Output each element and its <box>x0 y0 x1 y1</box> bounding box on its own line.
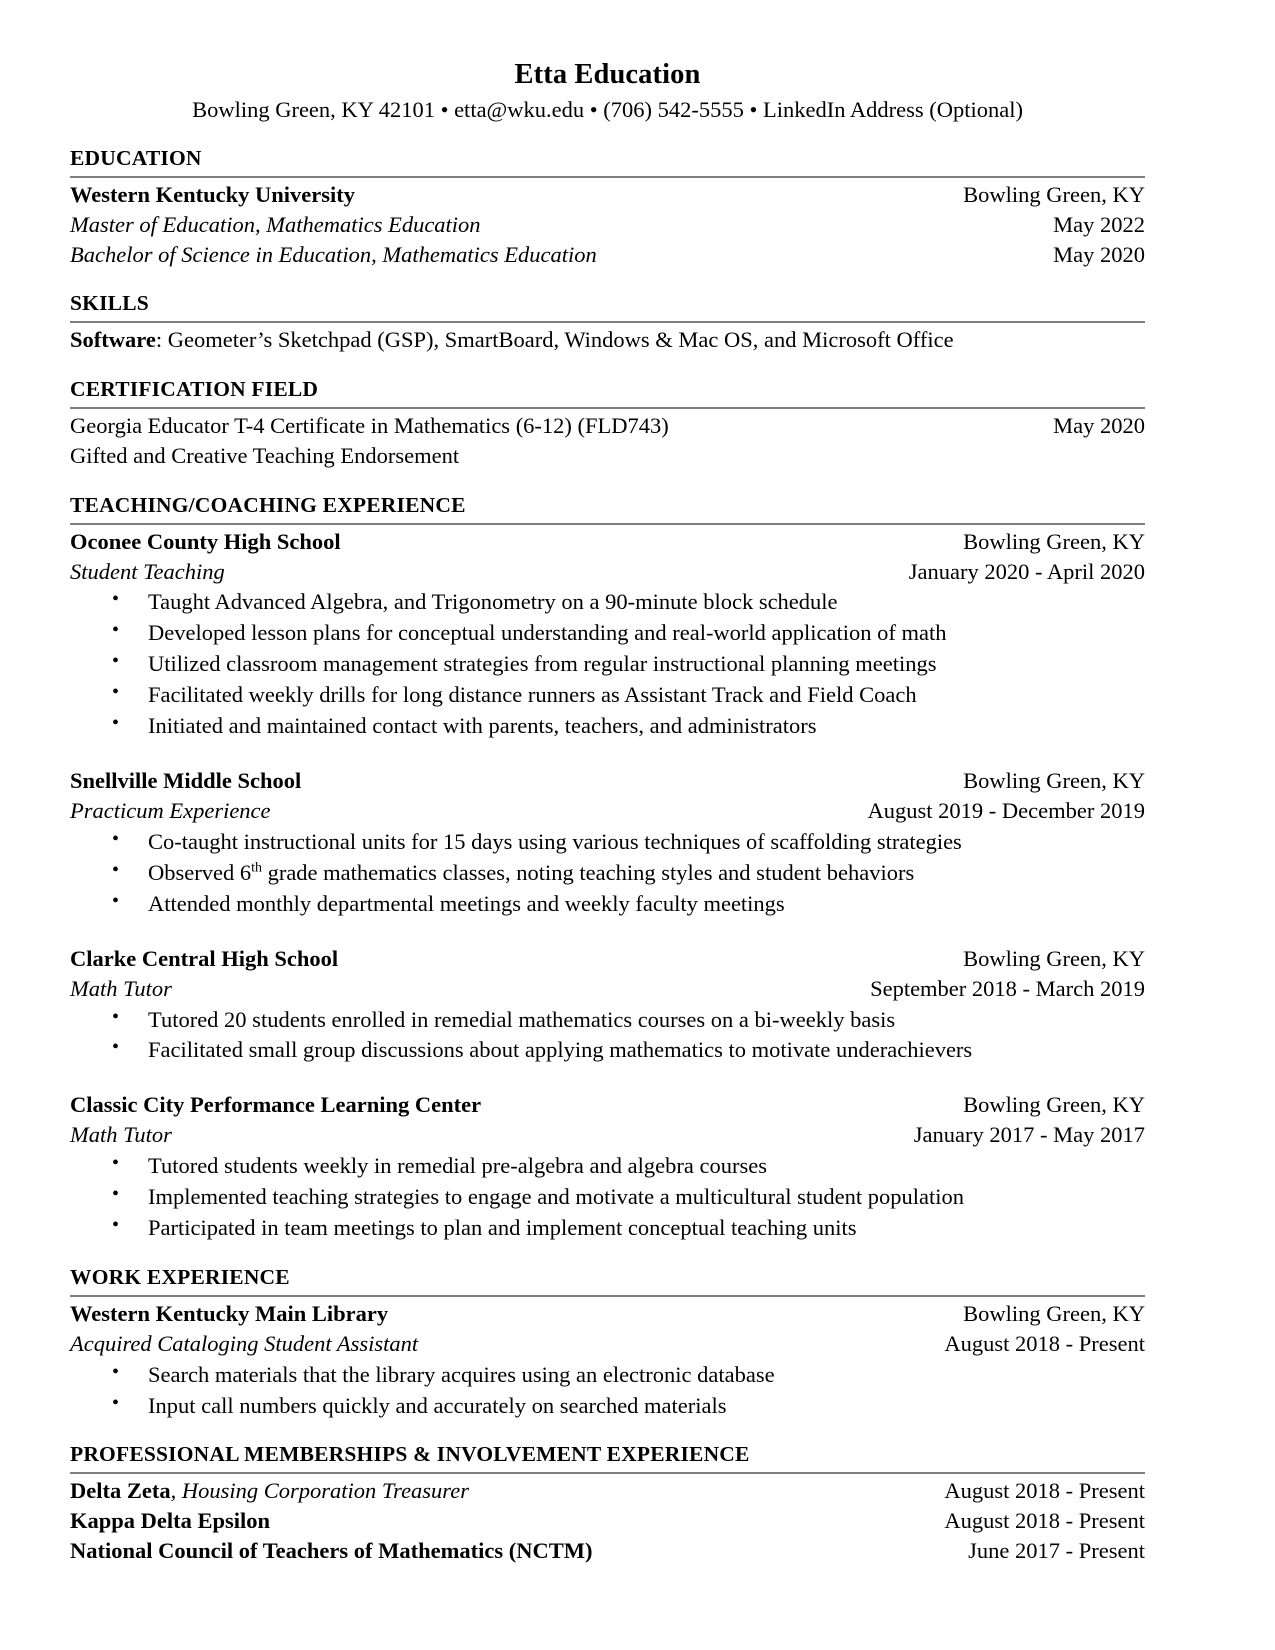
section-heading-certification: CERTIFICATION FIELD <box>70 377 319 402</box>
experience-dates: August 2019 - December 2019 <box>867 797 1145 823</box>
experience-role-row <box>70 557 1145 587</box>
certification-row <box>70 441 1145 471</box>
certification-label: Georgia Educator T-4 Certificate in Mathematics (6-12) (FLD743) <box>70 412 669 438</box>
education-degree-date: May 2020 <box>1053 241 1145 267</box>
bullet-text-after: grade mathematics classes, noting teaching styles and student behaviors <box>261 859 915 885</box>
education-degree-row <box>70 240 1145 270</box>
experience-dates: August 2018 - Present <box>944 1330 1145 1356</box>
skills-row <box>70 325 1145 355</box>
section-divider <box>70 523 1145 525</box>
experience-role: Practicum Experience <box>70 797 271 823</box>
section-divider <box>70 176 1145 178</box>
list-item: • Tutored students weekly in remedial pre-algebra and algebra courses <box>70 1151 1145 1181</box>
contact-line: Bowling Green, KY 42101 • etta@wku.edu • (706) 542-5555 • LinkedIn Address (Optional) <box>192 96 1023 122</box>
list-item: • Taught Advanced Algebra, and Trigonometry on a 90-minute block schedule <box>70 587 1145 617</box>
list-item: • Developed lesson plans for conceptual understanding and real-world application of math <box>70 618 1145 648</box>
experience-entry <box>70 1299 1145 1421</box>
experience-org-row <box>70 527 1145 557</box>
skills-line <box>70 325 1145 355</box>
membership-name: Kappa Delta Epsilon <box>70 1508 271 1534</box>
experience-role-row <box>70 974 1145 1004</box>
section-skills <box>70 291 1145 355</box>
list-item: • Utilized classroom management strategies from regular instructional planning meetings <box>70 649 1145 679</box>
experience-location: Bowling Green, KY <box>963 768 1145 794</box>
experience-org: Snellville Middle School <box>70 768 302 794</box>
experience-bullet-list <box>70 1151 1145 1243</box>
education-school: Western Kentucky University <box>70 181 355 207</box>
section-heading-memberships: PROFESSIONAL MEMBERSHIPS & INVOLVEMENT EXPERIENCE <box>70 1442 750 1467</box>
experience-role: Acquired Cataloging Student Assistant <box>70 1330 419 1356</box>
section-heading-work: WORK EXPERIENCE <box>70 1264 290 1289</box>
membership-name-line <box>70 1476 926 1506</box>
experience-bullet-list <box>70 1005 1145 1066</box>
list-item <box>70 858 1145 888</box>
list-item: • Co-taught instructional units for 15 days using various techniques of scaffolding strategies <box>70 827 1145 857</box>
list-item: • Facilitated weekly drills for long distance runners as Assistant Track and Field Coach <box>70 680 1145 710</box>
experience-role: Student Teaching <box>70 558 225 584</box>
section-heading-teaching: TEACHING/COACHING EXPERIENCE <box>70 492 466 517</box>
list-item: • Search materials that the library acquires using an electronic database <box>70 1360 1145 1390</box>
experience-role-row <box>70 1329 1145 1359</box>
list-item: • Input call numbers quickly and accurately on searched materials <box>70 1391 1145 1421</box>
page-title: Etta Education <box>514 59 701 90</box>
resume-sheet <box>70 58 1145 1566</box>
certification-row <box>70 411 1145 441</box>
experience-role-row <box>70 1120 1145 1150</box>
experience-entry <box>70 527 1145 741</box>
section-certification <box>70 377 1145 471</box>
experience-org: Clarke Central High School <box>70 945 339 971</box>
experience-org: Classic City Performance Learning Center <box>70 1092 482 1118</box>
section-divider <box>70 321 1145 323</box>
experience-dates: January 2017 - May 2017 <box>913 1122 1145 1148</box>
experience-location: Bowling Green, KY <box>963 945 1145 971</box>
list-item: • Participated in team meetings to plan and implement conceptual teaching units <box>70 1213 1145 1243</box>
section-divider <box>70 1295 1145 1297</box>
membership-dates: August 2018 - Present <box>944 1508 1145 1534</box>
membership-dates: June 2017 - Present <box>968 1538 1145 1564</box>
experience-role: Math Tutor <box>70 1122 172 1148</box>
membership-dates: August 2018 - Present <box>944 1478 1145 1504</box>
experience-org: Oconee County High School <box>70 528 341 554</box>
skills-value: Geometer’s Sketchpad (GSP), SmartBoard, Windows & Mac OS, and Microsoft Office <box>167 327 954 353</box>
education-degree-date: May 2022 <box>1053 211 1145 237</box>
section-divider <box>70 407 1145 409</box>
bullet-text-before: Observed 6 <box>148 859 252 885</box>
experience-role: Math Tutor <box>70 975 172 1001</box>
experience-role-row <box>70 796 1145 826</box>
membership-name-line <box>70 1536 950 1566</box>
section-divider <box>70 1472 1145 1474</box>
experience-dates: January 2020 - April 2020 <box>908 558 1145 584</box>
education-degree-row <box>70 210 1145 240</box>
experience-org-row <box>70 766 1145 796</box>
experience-bullet-list <box>70 587 1145 741</box>
experience-org: Western Kentucky Main Library <box>70 1300 389 1326</box>
experience-entry <box>70 766 1145 919</box>
experience-location: Bowling Green, KY <box>963 1300 1145 1326</box>
list-item: • Initiated and maintained contact with parents, teachers, and administrators <box>70 711 1145 741</box>
education-school-row <box>70 180 1145 210</box>
section-memberships <box>70 1442 1145 1566</box>
membership-name: Delta Zeta <box>70 1478 171 1504</box>
experience-dates: September 2018 - March 2019 <box>870 975 1145 1001</box>
membership-row <box>70 1536 1145 1566</box>
section-education <box>70 146 1145 270</box>
skills-label: Software <box>70 327 156 353</box>
section-work <box>70 1265 1145 1420</box>
membership-name-line <box>70 1506 926 1536</box>
section-heading-education: EDUCATION <box>70 145 202 170</box>
section-teaching <box>70 493 1145 1243</box>
experience-org-row <box>70 1299 1145 1329</box>
membership-row <box>70 1476 1145 1506</box>
skills-separator: : <box>155 327 168 353</box>
education-degree: Bachelor of Science in Education, Mathematics Education <box>70 241 597 267</box>
membership-name: National Council of Teachers of Mathematics (NCTM) <box>70 1538 593 1564</box>
list-item: • Facilitated small group discussions about applying mathematics to motivate underachievers <box>70 1035 1145 1065</box>
experience-bullet-list <box>70 1360 1145 1421</box>
certification-date: May 2020 <box>1053 412 1145 438</box>
list-item: • Tutored 20 students enrolled in remedial mathematics courses on a bi-weekly basis <box>70 1005 1145 1035</box>
experience-entry <box>70 944 1145 1066</box>
experience-bullet-list <box>70 827 1145 919</box>
certification-label: Gifted and Creative Teaching Endorsement <box>70 442 460 468</box>
ordinal-superscript: th <box>251 860 262 876</box>
education-location: Bowling Green, KY <box>963 181 1145 207</box>
experience-org-row <box>70 1090 1145 1120</box>
experience-entry <box>70 1090 1145 1243</box>
experience-location: Bowling Green, KY <box>963 528 1145 554</box>
membership-row <box>70 1506 1145 1536</box>
membership-role: , Housing Corporation Treasurer <box>170 1478 469 1504</box>
section-heading-skills: SKILLS <box>70 291 149 316</box>
list-item: • Implemented teaching strategies to engage and motivate a multicultural student population <box>70 1182 1145 1212</box>
experience-location: Bowling Green, KY <box>963 1092 1145 1118</box>
education-degree: Master of Education, Mathematics Education <box>70 211 481 237</box>
experience-org-row <box>70 944 1145 974</box>
list-item: • Attended monthly departmental meetings and weekly faculty meetings <box>70 889 1145 919</box>
